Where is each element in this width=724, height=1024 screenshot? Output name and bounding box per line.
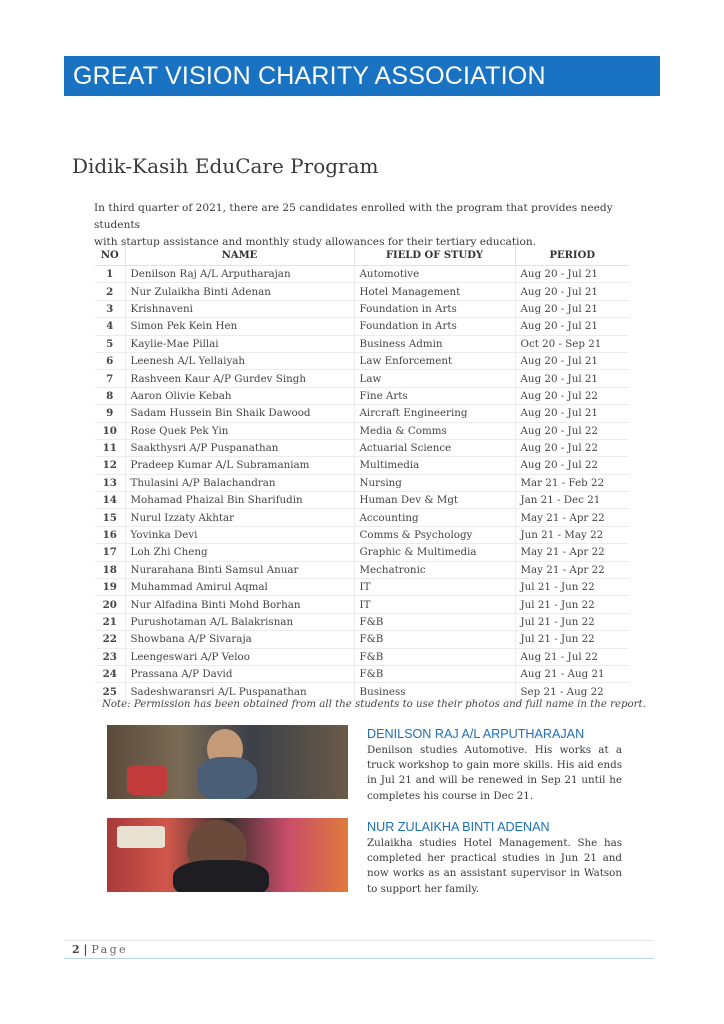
table-row bbox=[95, 665, 629, 682]
table-row bbox=[95, 631, 629, 648]
table-row bbox=[95, 561, 629, 578]
cell-no: 24 bbox=[95, 665, 125, 682]
cell-period: Jul 21 - Jun 22 bbox=[515, 596, 629, 613]
table-row bbox=[95, 579, 629, 596]
cell-no: 11 bbox=[95, 439, 125, 456]
cell-name: Denilson Raj A/L Arputharajan bbox=[125, 266, 354, 283]
cell-field: Accounting bbox=[354, 509, 515, 526]
header-field-of-study: FIELD OF STUDY bbox=[354, 245, 515, 266]
cell-name: Leenesh A/L Yellaiyah bbox=[125, 352, 354, 369]
cell-period: Aug 20 - Jul 21 bbox=[515, 300, 629, 317]
photo-figure-body bbox=[173, 860, 269, 892]
cell-name: Mohamad Phaizal Bin Sharifudin bbox=[125, 492, 354, 509]
cell-field: Aircraft Engineering bbox=[354, 405, 515, 422]
cell-name: Nur Alfadina Binti Mohd Borhan bbox=[125, 596, 354, 613]
cell-field: Foundation in Arts bbox=[354, 300, 515, 317]
cell-no: 23 bbox=[95, 648, 125, 665]
header-name: NAME bbox=[125, 245, 354, 266]
cell-name: Prassana A/P David bbox=[125, 665, 354, 682]
cell-field: F&B bbox=[354, 665, 515, 682]
cell-period: Aug 20 - Jul 22 bbox=[515, 457, 629, 474]
cell-field: Media & Comms bbox=[354, 422, 515, 439]
cell-name: Muhammad Amirul Aqmal bbox=[125, 579, 354, 596]
cell-name: Nurul Izzaty Akhtar bbox=[125, 509, 354, 526]
table-row bbox=[95, 492, 629, 509]
cell-name: Nur Zulaikha Binti Adenan bbox=[125, 283, 354, 300]
cell-field: Graphic & Multimedia bbox=[354, 544, 515, 561]
cell-field: Mechatronic bbox=[354, 561, 515, 578]
cell-name: Loh Zhi Cheng bbox=[125, 544, 354, 561]
permission-note: Note: Permission has been obtained from all the students to use their photos and full name in the report. bbox=[102, 699, 646, 710]
cell-period: Aug 20 - Jul 21 bbox=[515, 370, 629, 387]
cell-no: 7 bbox=[95, 370, 125, 387]
photo-zulaikha bbox=[107, 818, 348, 892]
table-row bbox=[95, 474, 629, 491]
cell-name: Krishnaveni bbox=[125, 300, 354, 317]
table-row bbox=[95, 266, 629, 283]
cell-period: Aug 20 - Jul 21 bbox=[515, 405, 629, 422]
cell-period: May 21 - Apr 22 bbox=[515, 509, 629, 526]
cell-period: Aug 21 - Aug 21 bbox=[515, 665, 629, 682]
cell-period: Jul 21 - Jun 22 bbox=[515, 613, 629, 630]
footer-divider bbox=[64, 940, 654, 941]
cell-no: 22 bbox=[95, 631, 125, 648]
cell-no: 20 bbox=[95, 596, 125, 613]
table-row bbox=[95, 405, 629, 422]
cell-field: Law bbox=[354, 370, 515, 387]
table-row bbox=[95, 526, 629, 543]
cell-period: Aug 20 - Jul 22 bbox=[515, 439, 629, 456]
cell-no: 16 bbox=[95, 526, 125, 543]
cell-field: Hotel Management bbox=[354, 283, 515, 300]
table-row bbox=[95, 300, 629, 317]
cell-name: Pradeep Kumar A/L Subramaniam bbox=[125, 457, 354, 474]
cell-name: Sadeshwaransri A/L Puspanathan bbox=[125, 683, 354, 700]
cell-name: Saakthysri A/P Puspanathan bbox=[125, 439, 354, 456]
cell-no: 15 bbox=[95, 509, 125, 526]
cell-no: 12 bbox=[95, 457, 125, 474]
cell-no: 10 bbox=[95, 422, 125, 439]
table-body bbox=[95, 266, 629, 701]
cell-field: IT bbox=[354, 579, 515, 596]
cell-field: Multimedia bbox=[354, 457, 515, 474]
page-number: 2 bbox=[72, 943, 80, 956]
cell-name: Thulasini A/P Balachandran bbox=[125, 474, 354, 491]
cell-period: Aug 20 - Jul 21 bbox=[515, 352, 629, 369]
cell-no: 5 bbox=[95, 335, 125, 352]
photo-object bbox=[127, 765, 167, 795]
cell-field: IT bbox=[354, 596, 515, 613]
cell-field: Law Enforcement bbox=[354, 352, 515, 369]
cell-name: Nurarahana Binti Samsul Anuar bbox=[125, 561, 354, 578]
page-label: Page bbox=[91, 943, 128, 956]
table-row bbox=[95, 387, 629, 404]
cell-field: Automotive bbox=[354, 266, 515, 283]
cell-field: Human Dev & Mgt bbox=[354, 492, 515, 509]
cell-field: Fine Arts bbox=[354, 387, 515, 404]
cell-name: Leengeswari A/P Veloo bbox=[125, 648, 354, 665]
cell-no: 18 bbox=[95, 561, 125, 578]
cell-no: 13 bbox=[95, 474, 125, 491]
cell-period: Aug 20 - Jul 21 bbox=[515, 266, 629, 283]
cell-no: 14 bbox=[95, 492, 125, 509]
header-no: NO bbox=[95, 245, 125, 266]
intro-line-1: In third quarter of 2021, there are 25 candidates enrolled with the program that provides needy students bbox=[94, 202, 613, 231]
cell-period: Sep 21 - Aug 22 bbox=[515, 683, 629, 700]
cell-period: Mar 21 - Feb 22 bbox=[515, 474, 629, 491]
cell-name: Rose Quek Pek Yin bbox=[125, 422, 354, 439]
story-heading-denilson: DENILSON RAJ A/L ARPUTHARAJAN bbox=[367, 727, 585, 741]
table-row bbox=[95, 613, 629, 630]
cell-period: Jul 21 - Jun 22 bbox=[515, 579, 629, 596]
cell-period: May 21 - Apr 22 bbox=[515, 544, 629, 561]
intro-paragraph bbox=[94, 200, 634, 251]
photo-denilson bbox=[107, 725, 348, 799]
table-row bbox=[95, 335, 629, 352]
photo-sign bbox=[117, 826, 165, 848]
table-row bbox=[95, 683, 629, 700]
table-row bbox=[95, 370, 629, 387]
cell-no: 4 bbox=[95, 318, 125, 335]
cell-name: Aaron Olivie Kebah bbox=[125, 387, 354, 404]
cell-period: May 21 - Apr 22 bbox=[515, 561, 629, 578]
table-row bbox=[95, 318, 629, 335]
cell-field: Actuarial Science bbox=[354, 439, 515, 456]
cell-period: Aug 20 - Jul 22 bbox=[515, 422, 629, 439]
intro-line-2: with startup assistance and monthly study allowances for their tertiary education. bbox=[94, 236, 537, 248]
header-period: PERIOD bbox=[515, 245, 629, 266]
cell-name: Sadam Hussein Bin Shaik Dawood bbox=[125, 405, 354, 422]
cell-name: Showbana A/P Sivaraja bbox=[125, 631, 354, 648]
table-row bbox=[95, 596, 629, 613]
table-row bbox=[95, 457, 629, 474]
cell-period: Aug 21 - Jul 22 bbox=[515, 648, 629, 665]
cell-no: 25 bbox=[95, 683, 125, 700]
organization-banner: GREAT VISION CHARITY ASSOCIATION bbox=[64, 56, 660, 96]
program-title: Didik-Kasih EduCare Program bbox=[72, 154, 379, 178]
cell-field: F&B bbox=[354, 631, 515, 648]
footer-rule bbox=[64, 958, 654, 959]
cell-no: 9 bbox=[95, 405, 125, 422]
footer-separator: | bbox=[79, 943, 92, 956]
table-row bbox=[95, 283, 629, 300]
cell-field: F&B bbox=[354, 613, 515, 630]
cell-period: Jan 21 - Dec 21 bbox=[515, 492, 629, 509]
page-footer bbox=[72, 943, 128, 956]
cell-no: 17 bbox=[95, 544, 125, 561]
table-row bbox=[95, 352, 629, 369]
table-row bbox=[95, 648, 629, 665]
cell-name: Simon Pek Kein Hen bbox=[125, 318, 354, 335]
cell-field: Business bbox=[354, 683, 515, 700]
cell-no: 3 bbox=[95, 300, 125, 317]
cell-period: Oct 20 - Sep 21 bbox=[515, 335, 629, 352]
cell-no: 6 bbox=[95, 352, 125, 369]
table-row bbox=[95, 422, 629, 439]
photo-figure-body bbox=[197, 757, 257, 799]
cell-period: Jun 21 - May 22 bbox=[515, 526, 629, 543]
cell-field: F&B bbox=[354, 648, 515, 665]
cell-field: Business Admin bbox=[354, 335, 515, 352]
cell-no: 19 bbox=[95, 579, 125, 596]
cell-name: Kaylie-Mae Pillai bbox=[125, 335, 354, 352]
cell-no: 21 bbox=[95, 613, 125, 630]
cell-name: Yovinka Devi bbox=[125, 526, 354, 543]
table-header-row bbox=[95, 245, 629, 266]
cell-period: Aug 20 - Jul 21 bbox=[515, 283, 629, 300]
cell-no: 2 bbox=[95, 283, 125, 300]
cell-field: Nursing bbox=[354, 474, 515, 491]
cell-period: Aug 20 - Jul 22 bbox=[515, 387, 629, 404]
cell-name: Rashveen Kaur A/P Gurdev Singh bbox=[125, 370, 354, 387]
cell-field: Comms & Psychology bbox=[354, 526, 515, 543]
table-row bbox=[95, 439, 629, 456]
story-heading-zulaikha: NUR ZULAIKHA BINTI ADENAN bbox=[367, 820, 550, 834]
table-row bbox=[95, 509, 629, 526]
cell-period: Jul 21 - Jun 22 bbox=[515, 631, 629, 648]
cell-no: 8 bbox=[95, 387, 125, 404]
cell-field: Foundation in Arts bbox=[354, 318, 515, 335]
candidates-table bbox=[95, 245, 629, 701]
story-body-zulaikha: Zulaikha studies Hotel Management. She has completed her practical studies in Jun 21 and now works as an assistant supervisor in Watson to support her family. bbox=[367, 837, 622, 895]
cell-period: Aug 20 - Jul 21 bbox=[515, 318, 629, 335]
story-body-denilson: Denilson studies Automotive. His works at a truck workshop to gain more skills. His aid ends in Jul 21 and will be renewed in Sep 21 until he completes his course in Dec 21. bbox=[367, 744, 622, 802]
cell-no: 1 bbox=[95, 266, 125, 283]
cell-name: Purushotaman A/L Balakrisnan bbox=[125, 613, 354, 630]
table-row bbox=[95, 544, 629, 561]
